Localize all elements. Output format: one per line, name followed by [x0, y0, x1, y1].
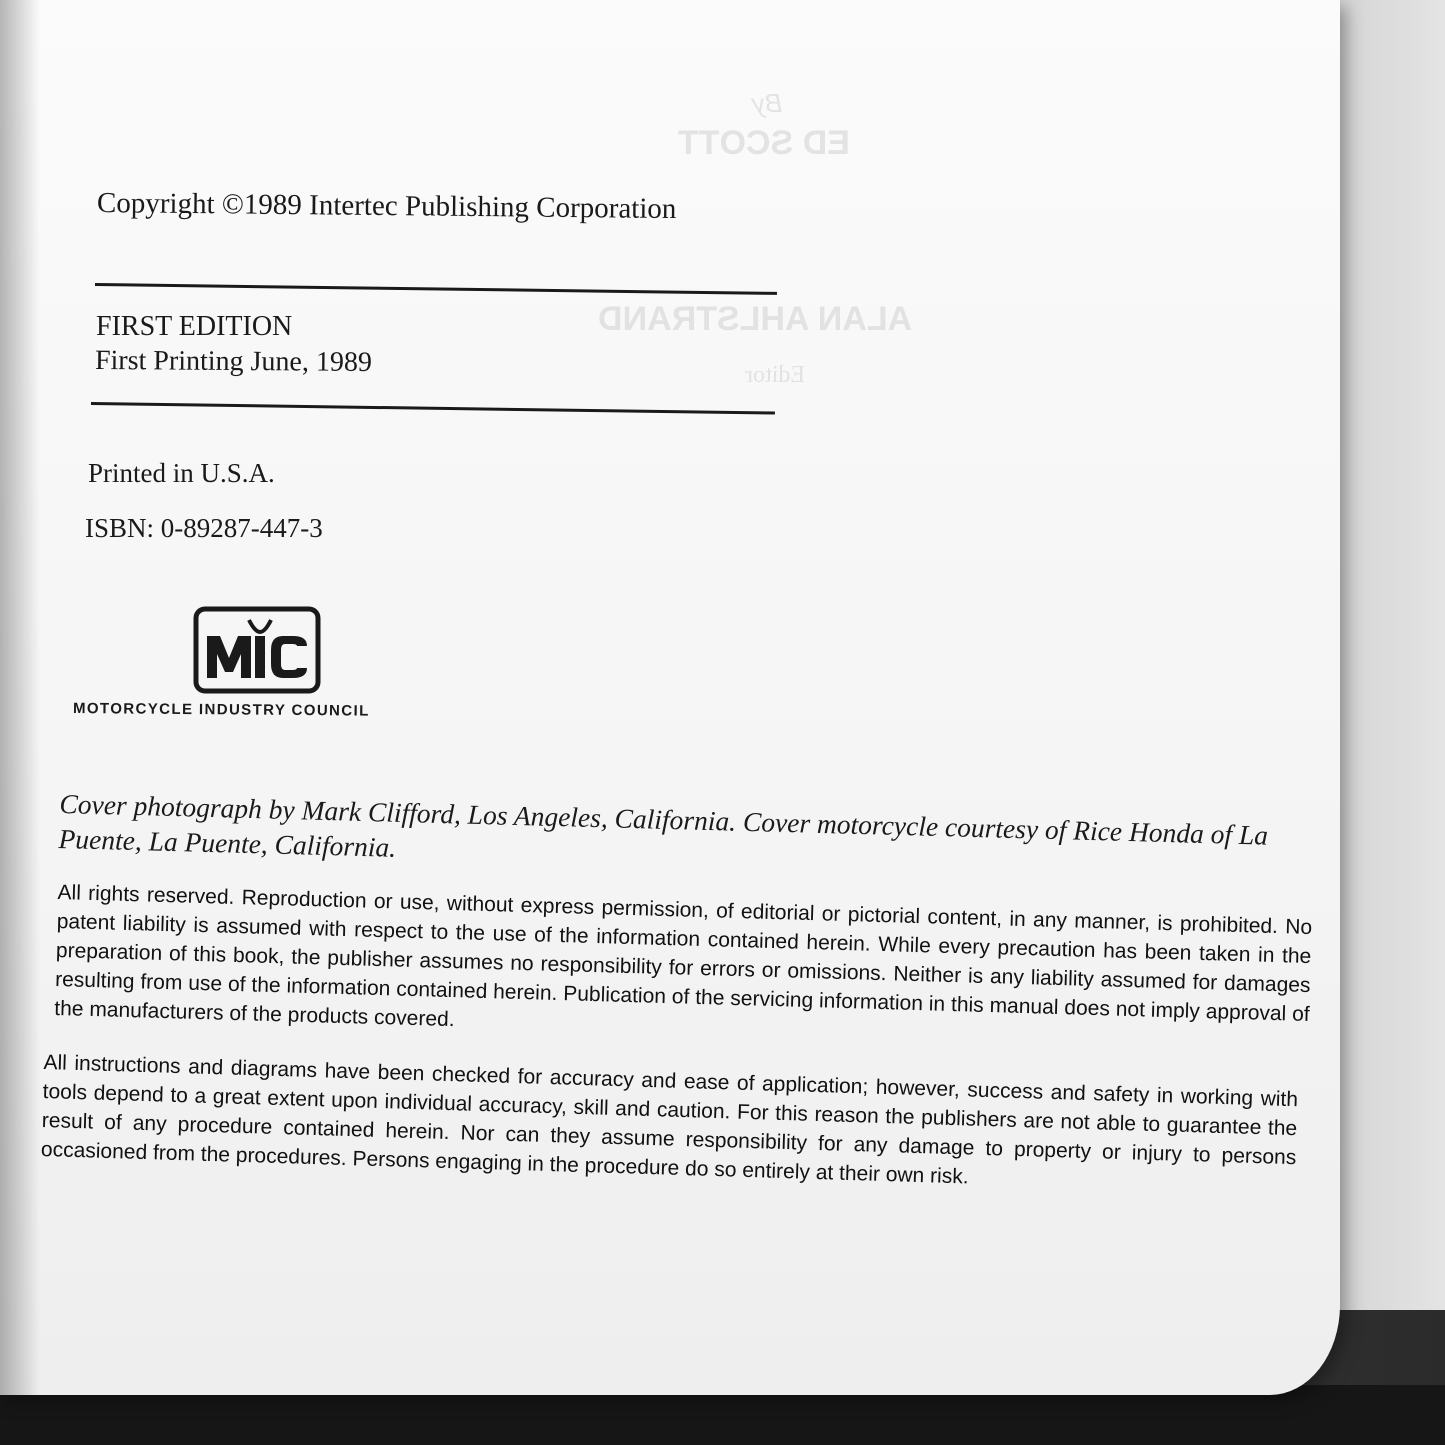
show-through-by: By [752, 88, 783, 118]
show-through-editor-name: ALAN AHLSTRAND [598, 300, 913, 338]
cover-credit: Cover photograph by Mark Clifford, Los Angeles, California. Cover motorcycle courtesy of Rice Honda of La Puente, La Puente, California. [58, 787, 1269, 863]
mic-logo [193, 606, 321, 694]
page-gutter-shadow [0, 0, 40, 1395]
isbn: ISBN: 0-89287-447-3 [85, 513, 323, 543]
edition-title: FIRST EDITION [96, 311, 293, 342]
show-through-editor-role: Editor [745, 362, 805, 388]
copyright-line: Copyright ©1989 Intertec Publishing Corporation [96, 187, 677, 226]
logo-caption: MOTORCYCLE INDUSTRY COUNCIL [72, 700, 370, 720]
instructions-paragraph: All instructions and diagrams have been checked for accuracy and ease of application; however, success and safety in working with tools depend to a great extent upon individual accuracy, skill and caution. For this reason the publishers are not able to guarantee the result of any procedure contained herein. Nor can they assume responsibility for any damage to property or injury to persons occasioned from the procedures. Persons engaging in the procedure do so entirely at their own risk. [40, 1050, 1299, 1189]
printed-in: Printed in U.S.A. [88, 458, 275, 488]
divider-top [95, 283, 777, 295]
divider-bottom [91, 402, 775, 415]
show-through-author: ED SCOTT [678, 124, 850, 162]
printing-line: First Printing June, 1989 [94, 345, 373, 378]
rights-paragraph: All rights reserved. Reproduction or use, without express permission, of editorial or pictorial content, in any manner, is prohibited. No patent liability is assumed with respect to the use of the information contained herein. While every precaution has been taken in the preparation of this book, the publisher assumes no responsibility for errors or omissions. Neither is any liability assumed for damages resulting from use of the information contained herein. Publication of the servicing information in this manual does not imply approval of the manufacturers of the products covered. [54, 880, 1313, 1032]
